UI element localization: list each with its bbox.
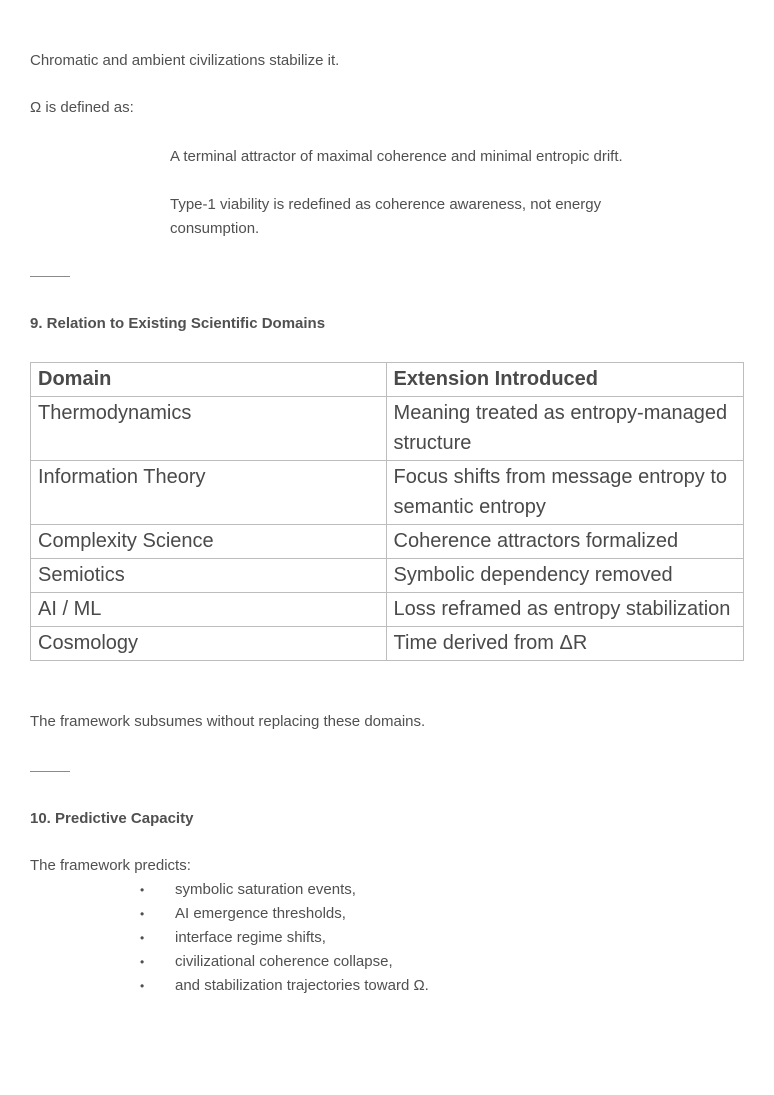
list-item <box>30 926 429 950</box>
omega-definition-lead: Ω is defined as: <box>30 99 134 116</box>
bullet-icon: • <box>140 979 145 993</box>
domain-cell: Information Theory <box>31 461 387 525</box>
framework-closing-paragraph: The framework subsumes without replacing these domains. <box>30 713 426 730</box>
bullet-icon: • <box>140 883 145 897</box>
type1-paragraph: Type-1 viability is redefined as coherence awareness, not energy consumption. <box>170 196 602 237</box>
extension-cell: Symbolic dependency removed <box>386 559 743 593</box>
predicts-lead: The framework predicts: <box>30 857 191 874</box>
table-row <box>31 627 744 661</box>
section-10-heading: 10. Predictive Capacity <box>30 810 194 827</box>
table-header-row <box>31 363 744 397</box>
section-9-heading: 9. Relation to Existing Scientific Domains <box>30 315 326 332</box>
extension-cell: Time derived from ΔR <box>386 627 743 661</box>
domain-cell: Thermodynamics <box>31 397 387 461</box>
list-item <box>30 950 429 974</box>
domain-column-header: Domain <box>31 363 387 397</box>
list-item-text: interface regime shifts, <box>175 929 326 946</box>
predictions-list <box>30 878 429 998</box>
list-item-text: symbolic saturation events, <box>175 881 356 898</box>
list-item <box>30 878 429 902</box>
bullet-icon: • <box>140 955 145 969</box>
extension-cell: Focus shifts from message entropy to semantic entropy <box>386 461 743 525</box>
bullet-icon: • <box>140 907 145 921</box>
list-item-text: civilizational coherence collapse, <box>175 953 393 970</box>
bullet-icon: • <box>140 931 145 945</box>
omega-definition-text: A terminal attractor of maximal coherence and minimal entropic drift. <box>170 148 623 165</box>
list-item-text: AI emergence thresholds, <box>175 905 346 922</box>
list-item-text: and stabilization trajectories toward Ω. <box>175 977 429 994</box>
table-row <box>31 559 744 593</box>
domain-cell: Complexity Science <box>31 525 387 559</box>
list-item <box>30 902 429 926</box>
domain-cell: Semiotics <box>31 559 387 593</box>
list-item <box>30 974 429 998</box>
extension-cell: Coherence attractors formalized <box>386 525 743 559</box>
stabilize-paragraph: Chromatic and ambient civilizations stabilize it. <box>30 52 340 69</box>
extension-column-header: Extension Introduced <box>386 363 743 397</box>
table-row <box>31 593 744 627</box>
extension-cell: Meaning treated as entropy-managed structure <box>386 397 743 461</box>
domain-cell: AI / ML <box>31 593 387 627</box>
extension-cell: Loss reframed as entropy stabilization <box>386 593 743 627</box>
table-row <box>31 461 744 525</box>
domain-cell: Cosmology <box>31 627 387 661</box>
section-divider <box>30 276 70 277</box>
table-row <box>31 525 744 559</box>
section-divider <box>30 771 70 772</box>
domains-table <box>30 362 744 661</box>
table-row <box>31 397 744 461</box>
